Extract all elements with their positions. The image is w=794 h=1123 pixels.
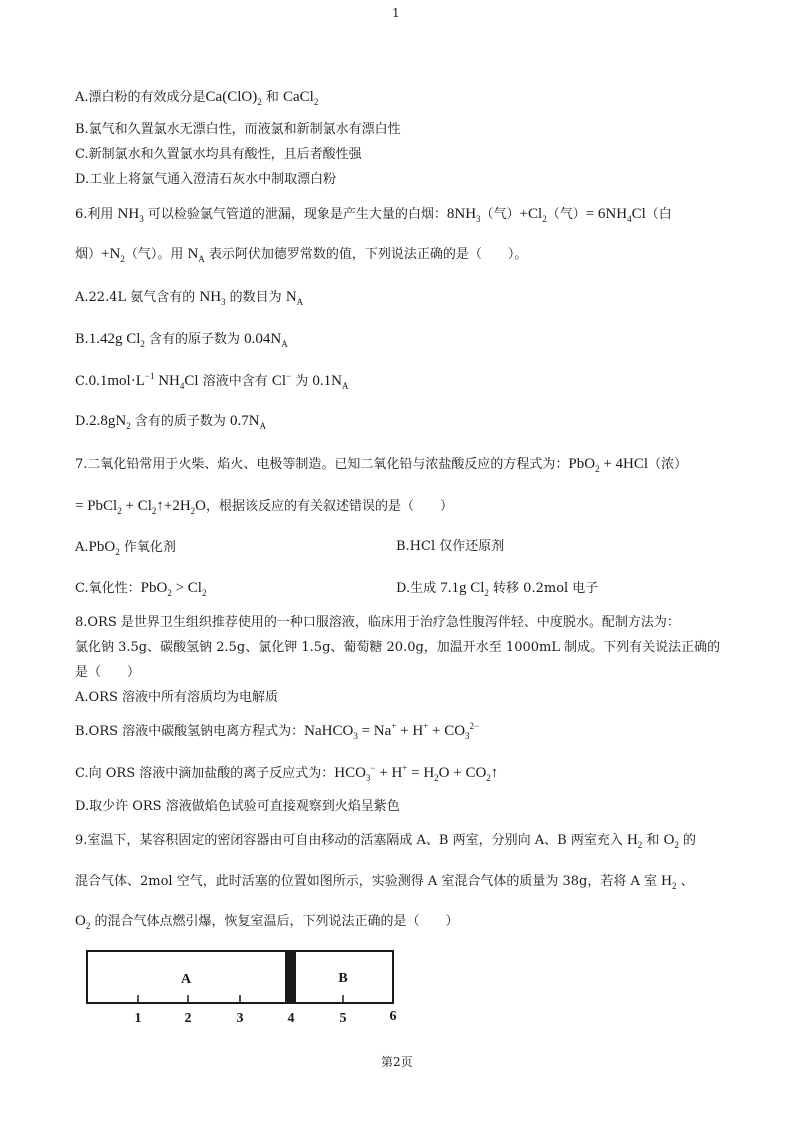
q6-stem-line2: 烟）$+N_2$（气）。用 $N_A$ 表示阿伏加德罗常数的值，下列说法正确的是（ ）。	[75, 246, 528, 264]
q7-option-b: B.HCl 仅作还原剂	[396, 539, 505, 554]
piston	[285, 951, 296, 1003]
tick-label-4: 4	[287, 1011, 295, 1026]
tick-label-3: 3	[236, 1011, 244, 1026]
tick-label-5: 5	[339, 1011, 347, 1026]
chamber-b-label: B	[338, 971, 348, 986]
chamber-a-label: A	[180, 972, 192, 987]
q5-option-b: B.氯气和久置氯水无漂白性，而液氯和新制氯水有漂白性	[75, 122, 401, 137]
page-number-top: 1	[392, 6, 400, 20]
q7-option-a: A.PbO$_2$ 作氧化剂	[75, 539, 176, 557]
q9-stem-line3: $O_2$ 的混合气体点燃引爆，恢复室温后，下列说法正确的是（ ）	[75, 913, 459, 931]
q5-option-d: D.工业上将氯气通入澄清石灰水中制取漂白粉	[75, 172, 337, 187]
q8-option-d: D.取少许 ORS 溶液做焰色试验可直接观察到火焰呈紫色	[75, 799, 400, 814]
q6-stem-line1: 6.利用 $NH_3$ 可以检验氯气管道的泄漏，现象是产生大量的白烟：$8NH_3$（气）$+Cl_2$（气）= $6NH_4Cl$（白	[75, 206, 672, 224]
q7-stem-line2: = PbCl$_2$ + $Cl_2↑+2H_2O$，根据该反应的有关叙述错误的是（ ）	[75, 498, 454, 516]
page-number-bottom: 第2页	[381, 1055, 413, 1069]
q6-option-a: A.22.4L 氨气含有的 $NH_3$ 的数目为 $N_A$	[75, 289, 304, 307]
q6-option-d: $D.2.8gN_2$ 含有的质子数为 $0.7N_A$	[75, 413, 267, 431]
q7-option-d: D.生成 7.1g $Cl_2$ 转移 0.2mol 电子	[396, 580, 599, 598]
q5-option-c: C.新制氯水和久置氯水均具有酸性，且后者酸性强	[75, 147, 362, 162]
q8-stem-line1: 8.ORS 是世界卫生组织推荐使用的一种口服溶液，临床用于治疗急性腹泻伴轻、中度脱水。配制方法为：	[75, 615, 680, 630]
q6-option-c: $C.0.1mol\cdot L^{-1}$ $NH_4Cl$ 溶液中含有 Cl− 为 $0.1N_A$	[75, 371, 349, 391]
q7-stem-line1: 7.二氧化铅常用于火柴、焰火、电极等制造。已知二氧化铅与浓盐酸反应的方程式为：PbO$_2$ + 4HCl（浓）	[75, 456, 688, 474]
tick-label-6: 6	[389, 1009, 397, 1024]
q7-option-c: C.氧化性：$PbO_2 > Cl_2$	[75, 580, 207, 598]
q8-option-c: C.向 ORS 溶液中滴加盐酸的离子反应式为：$HCO_3^- + H^+ = H_2O$ + $CO_2↑$	[75, 763, 499, 783]
q5-option-a: A.漂白粉的有效成分是$Ca(ClO)_2$ 和 CaCl$_2$	[75, 89, 319, 107]
tick-label-2: 2	[184, 1011, 192, 1026]
q8-option-a: A.ORS 溶液中所有溶质均为电解质	[75, 690, 279, 705]
q6-option-b: B.1.42g $Cl_2$ 含有的原子数为 $0.04N_A$	[75, 331, 288, 349]
piston-container-diagram	[0, 945, 794, 1035]
q9-stem-line2: 混合气体、2mol 空气，此时活塞的位置如图所示，实验测得 A 室混合气体的质量为 38g，若将 A 室 $H_2$ 、	[75, 873, 694, 891]
q8-stem-line3: 是（ ）	[75, 665, 141, 680]
tick-label-1: 1	[134, 1011, 142, 1026]
q8-option-b: B.ORS 溶液中碳酸氢钠电离方程式为：NaHCO$_3$ = $Na^+ + H^+ + CO_3^{2-}$	[75, 721, 480, 741]
q8-stem-line2: 氯化钠 3.5g、碳酸氢钠 2.5g、氯化钾 1.5g、葡萄糖 20.0g，加温开水至 1000mL 制成。下列有关说法正确的	[75, 640, 721, 655]
q9-stem-line1: 9.室温下，某容积固定的密闭容器由可自由移动的活塞隔成 A、B 两室，分别向 A、B 两室充入 $H_2$ 和 $O_2$ 的	[75, 832, 697, 850]
